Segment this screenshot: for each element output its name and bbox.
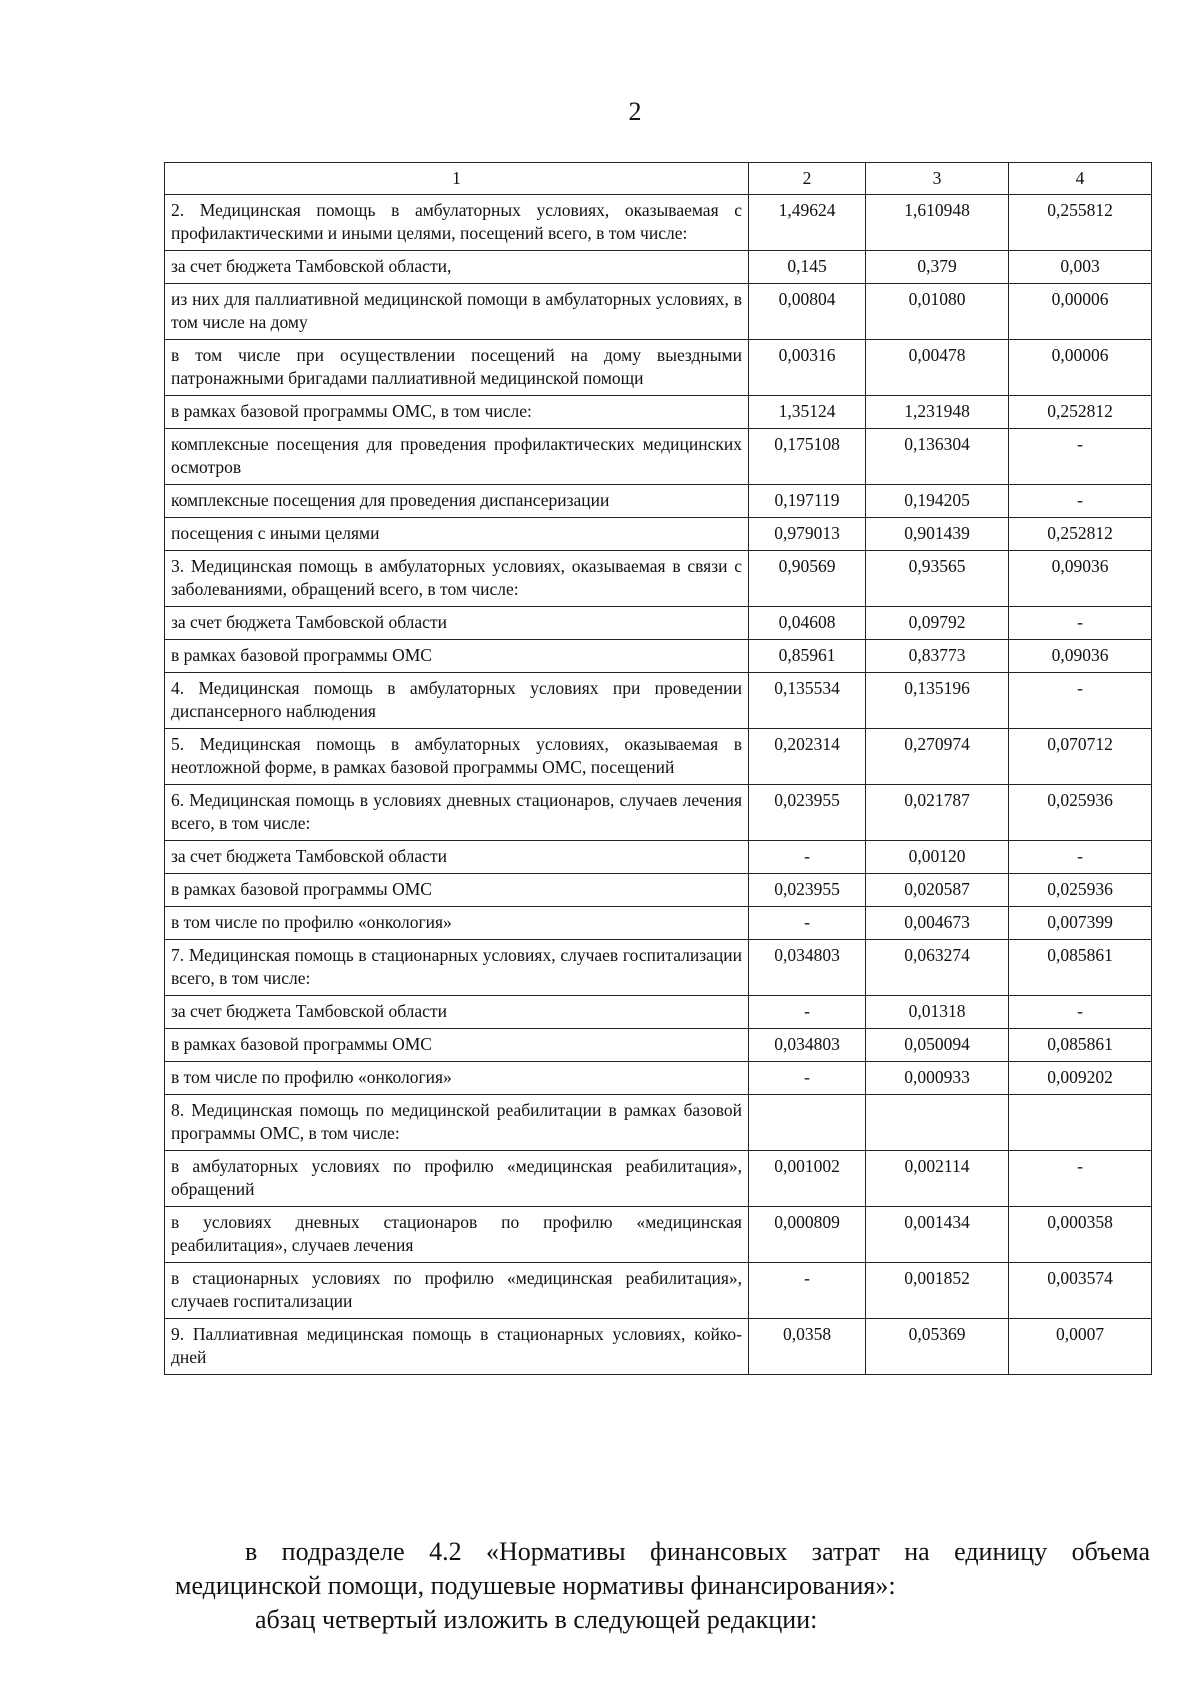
- value-cell-col2: 1,49624: [749, 195, 866, 251]
- table-row: [165, 996, 1152, 1029]
- row-label-cell: 2. Медицинская помощь в амбулаторных условиях, оказываемая с профилактическими и иными целями, посещений всего, в том числе:: [165, 195, 749, 251]
- value-cell-col2: 0,00804: [749, 284, 866, 340]
- value-cell-col4: 0,009202: [1009, 1062, 1152, 1095]
- table-row: [165, 940, 1152, 996]
- value-cell-col2: 0,034803: [749, 1029, 866, 1062]
- value-cell-col2: [749, 1095, 866, 1151]
- value-cell-col3: 0,004673: [866, 907, 1009, 940]
- row-label-cell: 6. Медицинская помощь в условиях дневных стационаров, случаев лечения всего, в том числе:: [165, 785, 749, 841]
- row-label-cell: за счет бюджета Тамбовской области: [165, 607, 749, 640]
- value-cell-col4: [1009, 1095, 1152, 1151]
- row-label-cell: за счет бюджета Тамбовской области: [165, 996, 749, 1029]
- value-cell-col3: 0,063274: [866, 940, 1009, 996]
- value-cell-col3: 0,194205: [866, 485, 1009, 518]
- value-cell-col2: 0,000809: [749, 1207, 866, 1263]
- table-row: [165, 841, 1152, 874]
- value-cell-col2: -: [749, 841, 866, 874]
- value-cell-col3: 0,002114: [866, 1151, 1009, 1207]
- value-cell-col4: 0,003574: [1009, 1263, 1152, 1319]
- value-cell-col4: 0,025936: [1009, 874, 1152, 907]
- value-cell-col3: 0,135196: [866, 673, 1009, 729]
- value-cell-col3: [866, 1095, 1009, 1151]
- row-label-cell: 9. Паллиативная медицинская помощь в стационарных условиях, койко-дней: [165, 1319, 749, 1375]
- value-cell-col2: 0,979013: [749, 518, 866, 551]
- header-cell: 3: [866, 163, 1009, 195]
- footer-paragraph-1: в подразделе 4.2 «Нормативы финансовых затрат на единицу объема медицинской помощи, подушевые нормативы финансирования»:: [175, 1537, 1150, 1600]
- row-label-cell: из них для паллиативной медицинской помощи в амбулаторных условиях, в том числе на дому: [165, 284, 749, 340]
- row-label-cell: в рамках базовой программы ОМС: [165, 1029, 749, 1062]
- table-row: [165, 1062, 1152, 1095]
- table-row: [165, 429, 1152, 485]
- value-cell-col2: 0,85961: [749, 640, 866, 673]
- value-cell-col4: -: [1009, 607, 1152, 640]
- row-label-cell: в амбулаторных условиях по профилю «медицинская реабилитация», обращений: [165, 1151, 749, 1207]
- value-cell-col3: 0,01318: [866, 996, 1009, 1029]
- value-cell-col2: 0,202314: [749, 729, 866, 785]
- page-number: 2: [628, 97, 642, 126]
- value-cell-col4: 0,085861: [1009, 940, 1152, 996]
- value-cell-col3: 0,93565: [866, 551, 1009, 607]
- table-row: [165, 518, 1152, 551]
- header-cell: 2: [749, 163, 866, 195]
- value-cell-col4: -: [1009, 485, 1152, 518]
- value-cell-col2: -: [749, 996, 866, 1029]
- table-row: [165, 1319, 1152, 1375]
- value-cell-col4: 0,00006: [1009, 340, 1152, 396]
- value-cell-col2: 0,135534: [749, 673, 866, 729]
- row-label-cell: в рамках базовой программы ОМС: [165, 640, 749, 673]
- row-label-cell: 3. Медицинская помощь в амбулаторных условиях, оказываемая в связи с заболеваниями, обращений всего, в том числе:: [165, 551, 749, 607]
- value-cell-col2: -: [749, 907, 866, 940]
- value-cell-col3: 0,379: [866, 251, 1009, 284]
- value-cell-col4: 0,0007: [1009, 1319, 1152, 1375]
- value-cell-col4: 0,255812: [1009, 195, 1152, 251]
- value-cell-col4: 0,085861: [1009, 1029, 1152, 1062]
- row-label-cell: комплексные посещения для проведения диспансеризации: [165, 485, 749, 518]
- row-label-cell: в том числе по профилю «онкология»: [165, 1062, 749, 1095]
- value-cell-col4: 0,09036: [1009, 551, 1152, 607]
- table-row: [165, 907, 1152, 940]
- value-cell-col4: 0,007399: [1009, 907, 1152, 940]
- footer-paragraph-2: абзац четвертый изложить в следующей редакции:: [255, 1605, 818, 1634]
- table-row: [165, 729, 1152, 785]
- row-label-cell: посещения с иными целями: [165, 518, 749, 551]
- table-row: [165, 340, 1152, 396]
- value-cell-col4: -: [1009, 841, 1152, 874]
- value-cell-col4: 0,252812: [1009, 518, 1152, 551]
- value-cell-col2: 0,023955: [749, 785, 866, 841]
- table-body: [165, 195, 1152, 1375]
- table-row: [165, 284, 1152, 340]
- table-row: [165, 1029, 1152, 1062]
- table-row: [165, 1207, 1152, 1263]
- table-row: [165, 195, 1152, 251]
- value-cell-col4: 0,09036: [1009, 640, 1152, 673]
- value-cell-col4: 0,025936: [1009, 785, 1152, 841]
- row-label-cell: 8. Медицинская помощь по медицинской реабилитации в рамках базовой программы ОМС, в том числе:: [165, 1095, 749, 1151]
- header-cell: 1: [165, 163, 749, 195]
- value-cell-col3: 1,231948: [866, 396, 1009, 429]
- value-cell-col3: 0,021787: [866, 785, 1009, 841]
- row-label-cell: в том числе при осуществлении посещений на дому выездными патронажными бригадами паллиативной медицинской помощи: [165, 340, 749, 396]
- row-label-cell: 7. Медицинская помощь в стационарных условиях, случаев госпитализации всего, в том числе:: [165, 940, 749, 996]
- value-cell-col2: 0,00316: [749, 340, 866, 396]
- value-cell-col2: 0,04608: [749, 607, 866, 640]
- table-row: [165, 1095, 1152, 1151]
- value-cell-col4: -: [1009, 429, 1152, 485]
- footer-text: [175, 1535, 1150, 1637]
- table-header: [165, 163, 1152, 195]
- value-cell-col2: 0,145: [749, 251, 866, 284]
- value-cell-col3: 1,610948: [866, 195, 1009, 251]
- table-row: [165, 673, 1152, 729]
- value-cell-col3: 0,136304: [866, 429, 1009, 485]
- value-cell-col4: -: [1009, 1151, 1152, 1207]
- value-cell-col3: 0,270974: [866, 729, 1009, 785]
- row-label-cell: в рамках базовой программы ОМС, в том числе:: [165, 396, 749, 429]
- value-cell-col2: 0,197119: [749, 485, 866, 518]
- value-cell-col3: 0,050094: [866, 1029, 1009, 1062]
- table-row: [165, 1263, 1152, 1319]
- row-label-cell: в рамках базовой программы ОМС: [165, 874, 749, 907]
- value-cell-col2: 0,001002: [749, 1151, 866, 1207]
- row-label-cell: в том числе по профилю «онкология»: [165, 907, 749, 940]
- value-cell-col4: -: [1009, 673, 1152, 729]
- value-cell-col4: 0,070712: [1009, 729, 1152, 785]
- norms-table: [164, 162, 1152, 1375]
- row-label-cell: 4. Медицинская помощь в амбулаторных условиях при проведении диспансерного наблюдения: [165, 673, 749, 729]
- value-cell-col3: 0,00120: [866, 841, 1009, 874]
- value-cell-col3: 0,00478: [866, 340, 1009, 396]
- value-cell-col4: 0,00006: [1009, 284, 1152, 340]
- table-row: [165, 640, 1152, 673]
- value-cell-col4: 0,252812: [1009, 396, 1152, 429]
- value-cell-col3: 0,000933: [866, 1062, 1009, 1095]
- value-cell-col3: 0,09792: [866, 607, 1009, 640]
- row-label-cell: в условиях дневных стационаров по профилю «медицинская реабилитация», случаев лечения: [165, 1207, 749, 1263]
- table-row: [165, 785, 1152, 841]
- value-cell-col3: 0,83773: [866, 640, 1009, 673]
- value-cell-col2: -: [749, 1062, 866, 1095]
- value-cell-col2: 0,90569: [749, 551, 866, 607]
- table-row: [165, 251, 1152, 284]
- value-cell-col3: 0,01080: [866, 284, 1009, 340]
- table-row: [165, 874, 1152, 907]
- value-cell-col4: 0,003: [1009, 251, 1152, 284]
- row-label-cell: в стационарных условиях по профилю «медицинская реабилитация», случаев госпитализации: [165, 1263, 749, 1319]
- table-row: [165, 607, 1152, 640]
- value-cell-col2: 1,35124: [749, 396, 866, 429]
- row-label-cell: комплексные посещения для проведения профилактических медицинских осмотров: [165, 429, 749, 485]
- value-cell-col3: 0,001852: [866, 1263, 1009, 1319]
- row-label-cell: 5. Медицинская помощь в амбулаторных условиях, оказываемая в неотложной форме, в рамках базовой программы ОМС, посещений: [165, 729, 749, 785]
- value-cell-col4: -: [1009, 996, 1152, 1029]
- value-cell-col3: 0,001434: [866, 1207, 1009, 1263]
- value-cell-col2: 0,0358: [749, 1319, 866, 1375]
- value-cell-col2: -: [749, 1263, 866, 1319]
- table-row: [165, 485, 1152, 518]
- header-cell: 4: [1009, 163, 1152, 195]
- value-cell-col2: 0,175108: [749, 429, 866, 485]
- table-row: [165, 396, 1152, 429]
- value-cell-col3: 0,05369: [866, 1319, 1009, 1375]
- value-cell-col2: 0,034803: [749, 940, 866, 996]
- row-label-cell: за счет бюджета Тамбовской области: [165, 841, 749, 874]
- value-cell-col2: 0,023955: [749, 874, 866, 907]
- row-label-cell: за счет бюджета Тамбовской области,: [165, 251, 749, 284]
- value-cell-col3: 0,020587: [866, 874, 1009, 907]
- header-row: [165, 163, 1152, 195]
- table-row: [165, 1151, 1152, 1207]
- table-row: [165, 551, 1152, 607]
- value-cell-col4: 0,000358: [1009, 1207, 1152, 1263]
- value-cell-col3: 0,901439: [866, 518, 1009, 551]
